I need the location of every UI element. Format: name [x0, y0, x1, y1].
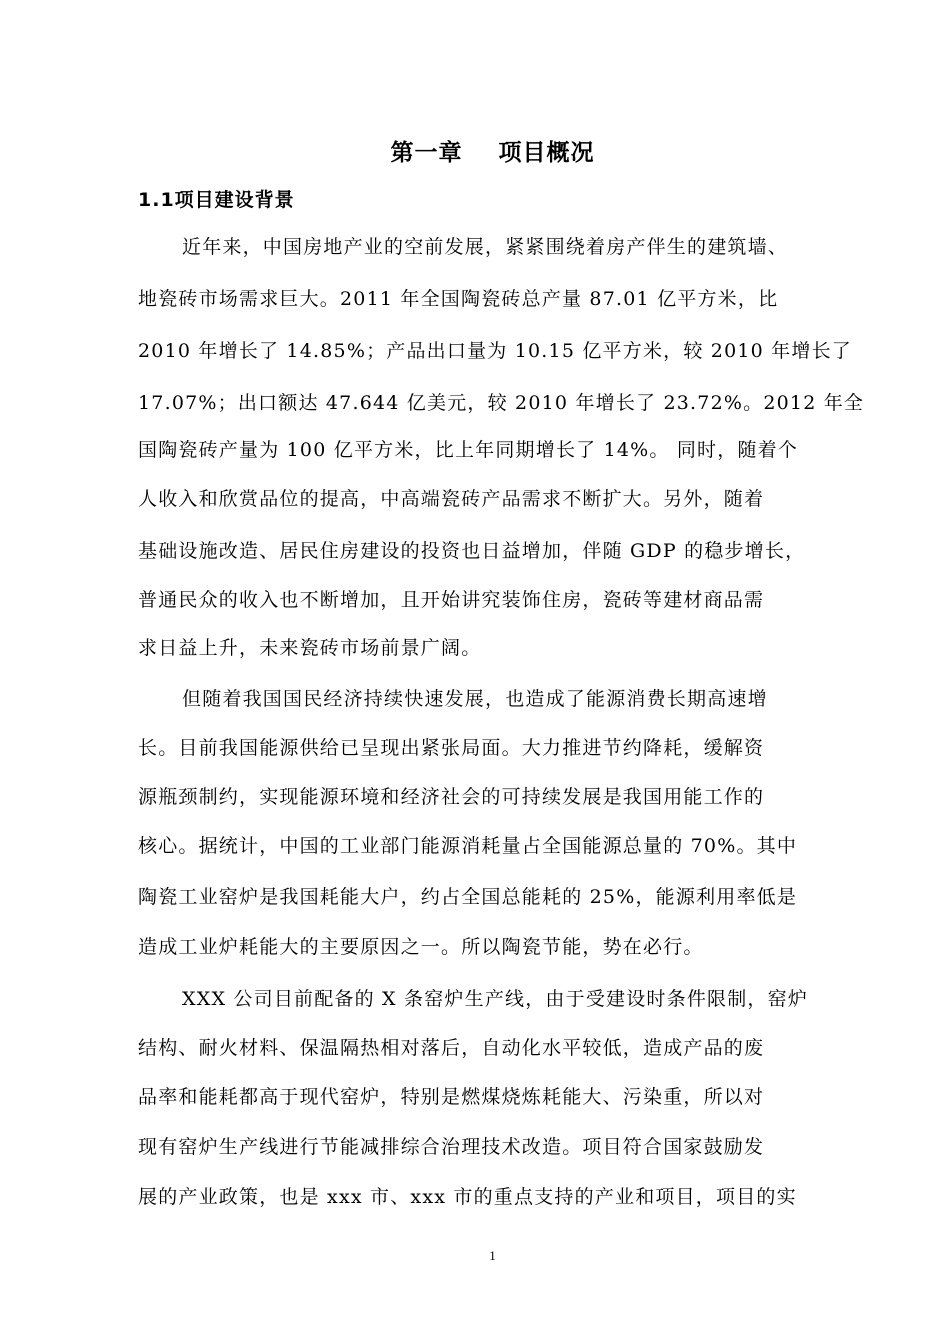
page-number: 1 [489, 1248, 496, 1263]
paragraph-line: 地瓷砖市场需求巨大。2011 年全国陶瓷砖总产量 87.01 亿平方米，比 [138, 288, 779, 310]
paragraph-line: 17.07%；出口额达 47.644 亿美元，较 2010 年增长了 23.72%。2012 年全 [138, 392, 865, 414]
paragraph-line: 核心。据统计，中国的工业部门能源消耗量占全国能源总量的 70%。其中 [138, 835, 798, 857]
paragraph-line: 普通民众的收入也不断增加，且开始讲究装饰住房，瓷砖等建材商品需 [138, 589, 765, 611]
paragraph-line: 源瓶颈制约，实现能源环境和经济社会的可持续发展是我国用能工作的 [138, 786, 765, 808]
paragraph-line: 但随着我国国民经济持续快速发展，也造成了能源消费长期高速增 [182, 688, 768, 710]
paragraph-line: 结构、耐火材料、保温隔热相对落后，自动化水平较低，造成产品的废 [138, 1037, 765, 1059]
paragraph-line: 造成工业炉耗能大的主要原因之一。所以陶瓷节能，势在必行。 [138, 936, 704, 958]
paragraph-line: 求日益上升，未来瓷砖市场前景广阔。 [138, 637, 482, 659]
paragraph-line: XXX 公司目前配备的 X 条窑炉生产线，由于受建设时条件限制，窑炉 [182, 988, 809, 1010]
paragraph-line: 国陶瓷砖产量为 100 亿平方米，比上年同期增长了 14%。 同时，随着个 [138, 439, 799, 461]
paragraph-line: 陶瓷工业窑炉是我国耗能大户，约占全国总能耗的 25%，能源利用率低是 [138, 886, 798, 908]
paragraph-line: 人收入和欣赏品位的提高，中高端瓷砖产品需求不断扩大。另外，随着 [138, 488, 765, 510]
paragraph-line: 长。目前我国能源供给已呈现出紧张局面。大力推进节约降耗，缓解资 [138, 737, 765, 759]
paragraph-line: 基础设施改造、居民住房建设的投资也日益增加，伴随 GDP 的稳步增长， [138, 540, 806, 562]
paragraph-line: 品率和能耗都高于现代窑炉，特别是燃煤烧炼耗能大、污染重，所以对 [138, 1086, 765, 1108]
paragraph-line: 近年来，中国房地产业的空前发展，紧紧围绕着房产伴生的建筑墙、 [182, 236, 789, 258]
chapter-title: 第一章 项目概况 [390, 140, 595, 166]
paragraph-line: 现有窑炉生产线进行节能减排综合治理技术改造。项目符合国家鼓励发 [138, 1136, 765, 1158]
paragraph-line: 展的产业政策，也是 xxx 市、xxx 市的重点支持的产业和项目，项目的实 [138, 1186, 797, 1208]
section-heading: 1.1项目建设背景 [138, 189, 295, 211]
paragraph-line: 2010 年增长了 14.85%；产品出口量为 10.15 亿平方米，较 2010 年增长了 [138, 340, 852, 362]
